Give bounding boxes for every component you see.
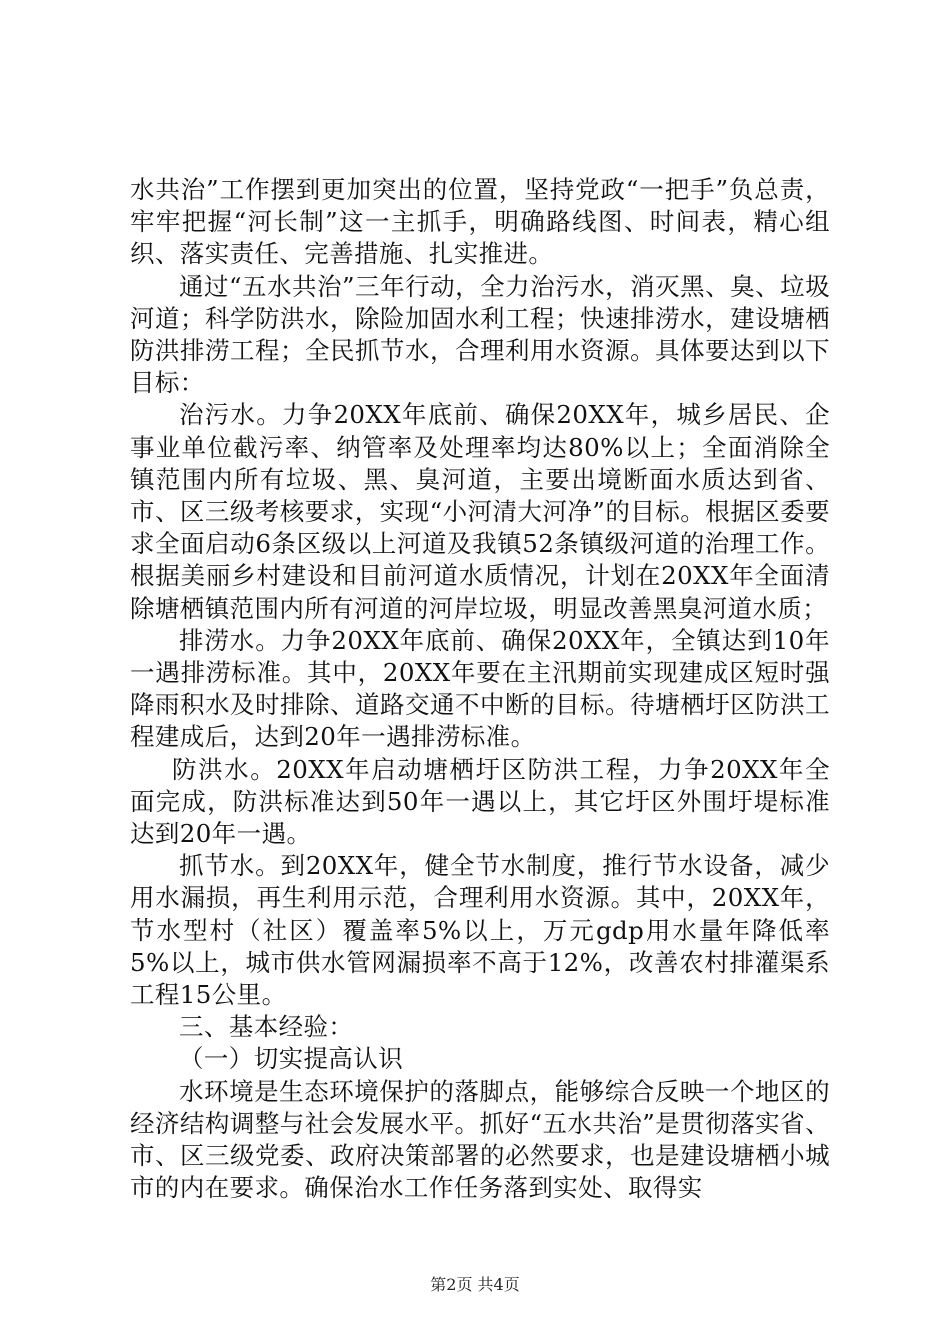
- paragraph-flood-control: 防洪水。20XX年启动塘栖圩区防洪工程，力争20XX年全面完成，防洪标准达到50年一遇以上，其它圩区外围圩堤标准达到20年一遇。: [130, 754, 830, 849]
- paragraph-sewage-treatment: 治污水。力争20XX年底前、确保20XX年，城乡居民、企事业单位截污率、纳管率及处理率均达80%以上；全面消除全镇范围内所有垃圾、黑、臭河道，主要出境断面水质达到省、市、区三级考核要求，实现“小河清大河净”的目标。根据区委要求全面启动6条区级以上河道及我镇52条镇级河道的治理工作。根据美丽乡村建设和目前河道水质情况，计划在20XX年全面清除塘栖镇范围内所有河道的河岸垃圾，明显改善黑臭河道水质；: [130, 400, 830, 623]
- paragraph-continuation: 水共治”工作摆到更加突出的位置，坚持党政“一把手”负总责，牢牢把握“河长制”这一主抓手，明确路线图、时间表，精心组织、落实责任、完善措施、扎实推进。: [130, 175, 830, 269]
- paragraph-water-saving: 抓节水。到20XX年，健全节水制度，推行节水设备，减少用水漏损，再生利用示范，合理利用水资源。其中，20XX年，节水型村（社区）覆盖率5%以上，万元gdp用水量年降低率5%以上，城市供水管网漏损率不高于12%，改善农村排灌渠系工程15公里。: [130, 851, 830, 1010]
- paragraph-drainage: 排涝水。力争20XX年底前、确保20XX年，全镇达到10年一遇排涝标准。其中，20XX年要在主汛期前实现建成区短时强降雨积水及时排除、道路交通不中断的目标。待塘栖圩区防洪工程建成后，达到20年一遇排涝标准。: [130, 625, 830, 752]
- paragraph-water-environment: 水环境是生态环境保护的落脚点，能够综合反映一个地区的经济结构调整与社会发展水平。抓好“五水共治”是贯彻落实省、市、区三级党委、政府决策部署的必然要求，也是建设塘栖小城市的内在要求。确保治水工作任务落到实处、取得实: [130, 1076, 830, 1203]
- section-heading-basic-experience: 三、基本经验：: [179, 1012, 354, 1042]
- page-footer: 第2页 共4页: [430, 1275, 520, 1294]
- document-body: [130, 174, 830, 1205]
- subheading-raise-awareness: （一）切实提高认识: [179, 1044, 404, 1074]
- paragraph-five-water-overview: 通过“五水共治”三年行动，全力治污水，消灭黑、臭、垃圾河道；科学防洪水，除险加固水利工程；快速排涝水，建设塘栖防洪排涝工程；全民抓节水，合理利用水资源。具体要达到以下目标：: [130, 271, 830, 398]
